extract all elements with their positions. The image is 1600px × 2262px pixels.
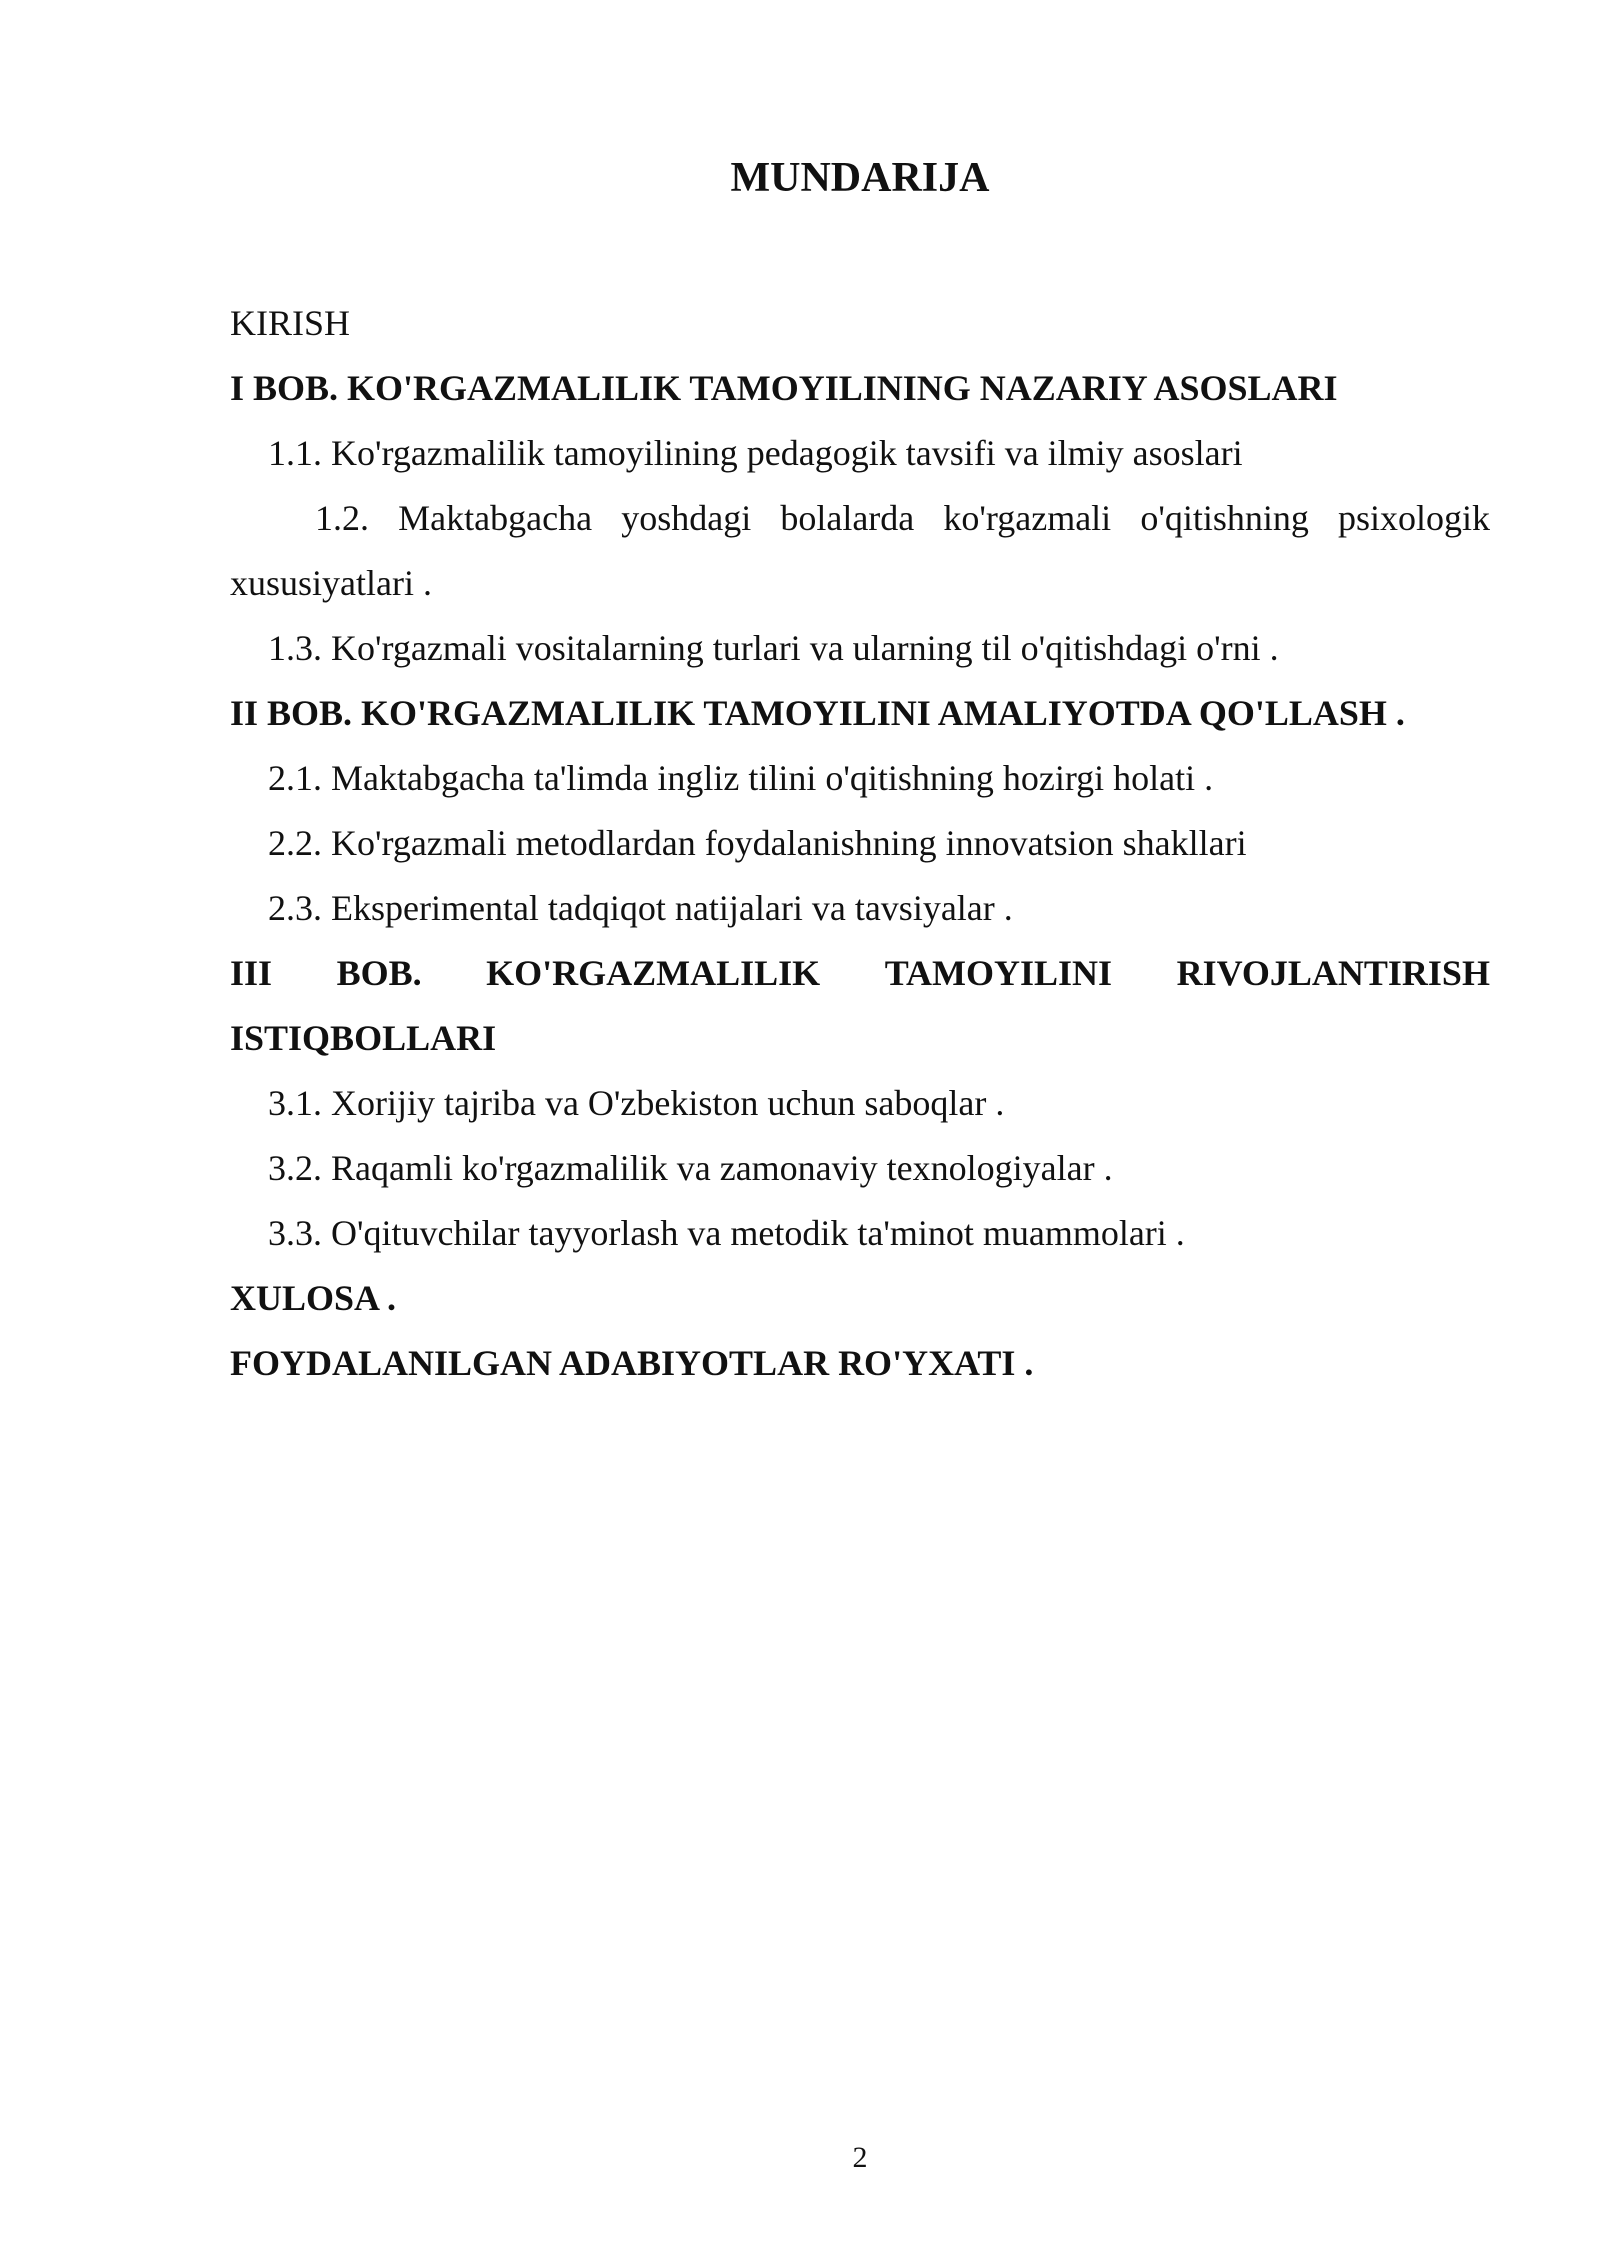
- toc-item-1-1: 1.1. Ko'rgazmalilik tamoyilining pedagogik tavsifi va ilmiy asoslari: [268, 433, 1243, 473]
- toc-item-1-2: 1.2. Maktabgacha yoshdagi bolalarda ko'rgazmali o'qitishning psixologik xususiyatlari .: [230, 498, 1490, 603]
- toc-conclusion: XULOSA .: [230, 1278, 397, 1318]
- page-title: MUNDARIJA: [730, 155, 990, 201]
- toc-references: FOYDALANILGAN ADABIYOTLAR RO'YXATI .: [230, 1343, 1034, 1383]
- toc-chapter-3-heading: [230, 941, 1490, 1006]
- table-of-contents: [230, 291, 1490, 1396]
- toc-item-3-3: 3.3. O'qituvchilar tayyorlash va metodik ta'minot muammolari .: [268, 1213, 1185, 1253]
- toc-item-2-1: 2.1. Maktabgacha ta'limda ingliz tilini o'qitishning hozirgi holati .: [268, 758, 1214, 798]
- toc-item-2-2: 2.2. Ko'rgazmali metodlardan foydalanishning innovatsion shakllari: [268, 823, 1247, 863]
- toc-item-2-3: 2.3. Eksperimental tadqiqot natijalari va tavsiyalar .: [268, 888, 1013, 928]
- chapter-3-heading-word: RIVOJLANTIRISH: [1176, 953, 1490, 993]
- chapter-3-heading-word: III: [230, 953, 273, 993]
- toc-item-3-2: 3.2. Raqamli ko'rgazmalilik va zamonaviy texnologiyalar .: [268, 1148, 1113, 1188]
- toc-chapter-2-heading: II BOB. KO'RGAZMALILIK TAMOYILINI AMALIYOTDA QO'LLASH .: [230, 693, 1405, 733]
- toc-item-1-3: 1.3. Ko'rgazmali vositalarning turlari va ularning til o'qitishdagi o'rni .: [268, 628, 1279, 668]
- toc-chapter-3-heading-continued: ISTIQBOLLARI: [230, 1018, 497, 1058]
- page-number: 2: [852, 2141, 868, 2174]
- chapter-3-heading-word: KO'RGAZMALILIK: [486, 953, 821, 993]
- toc-chapter-1-heading: I BOB. KO'RGAZMALILIK TAMOYILINING NAZARIY ASOSLARI: [230, 368, 1338, 408]
- chapter-3-heading-word: TAMOYILINI: [884, 953, 1113, 993]
- toc-item-3-1: 3.1. Xorijiy tajriba va O'zbekiston uchun saboqlar .: [268, 1083, 1005, 1123]
- toc-intro: KIRISH: [230, 303, 351, 343]
- chapter-3-heading-word: BOB.: [336, 953, 422, 993]
